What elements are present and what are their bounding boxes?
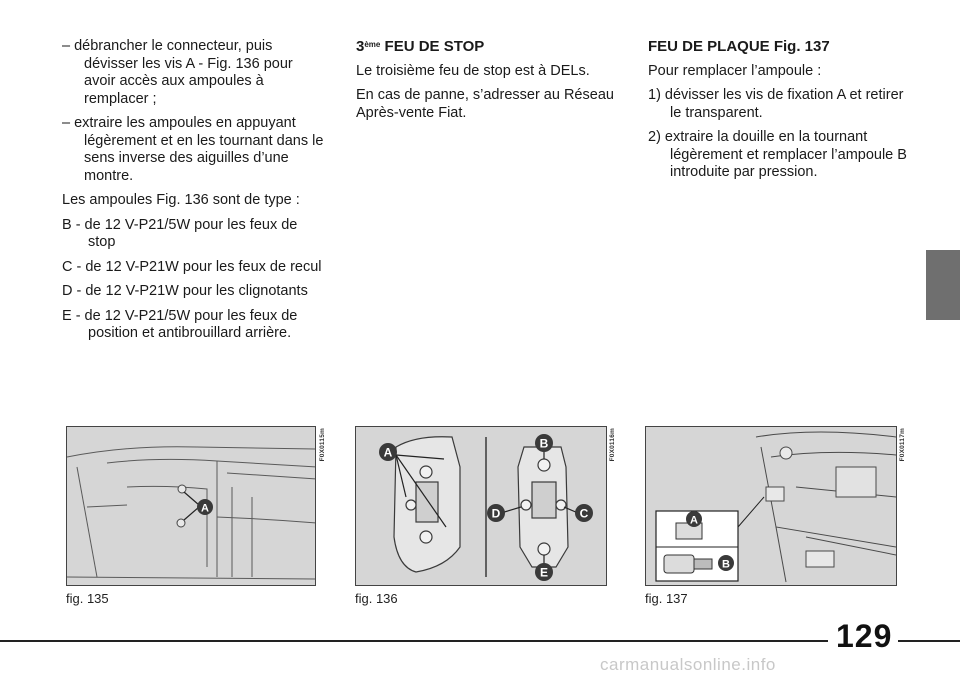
bulb-type-d: D - de 12 V-P21W pour les clignotants [62,283,308,299]
plate-light-step-2: 2) extraire la douille en la tournant légèrement et remplacer l’ampoule B introduite par pression. [648,129,907,180]
instruction-extract: – extraire les ampoules en appuyant légèrement et en les tournant dans le sens inverse des aiguilles d’une montre. [62,115,324,184]
bulb-type-c: C - de 12 V-P21W pour les feux de recul [62,258,322,275]
figure-137 [645,426,897,586]
plate-light-heading: FEU DE PLAQUE Fig. 137 [648,38,830,55]
column-3 [648,38,910,189]
tail-light-illustration [356,427,607,586]
figure-136 [355,426,607,586]
trunk-panel-illustration [67,427,316,586]
label-a: A [690,514,698,527]
bulb-type-e: E - de 12 V-P21/5W pour les feux de position et antibrouillard arrière. [62,307,298,341]
figure-136-caption: fig. 136 [355,591,398,606]
column-1 [62,38,324,350]
figure-136-code: F0X0116m [609,428,616,462]
third-stop-light-service: En cas de panne, s’adresser au Réseau Après-vente Fiat. [356,87,614,121]
label-e: E [539,565,549,580]
instruction-disconnect: – débrancher le connecteur, puis dévisser les vis A - Fig. 136 pour avoir accès aux ampoules à remplacer ; [62,38,293,107]
figure-137-code: F0X0117m [899,428,906,462]
figure-135-code: F0X0115m [319,428,326,462]
label-a: A [383,445,393,460]
figure-135 [66,426,316,586]
label-b: B [722,558,730,571]
plate-light-intro: Pour remplacer l’ampoule : [648,62,822,79]
third-stop-light-led: Le troisième feu de stop est à DELs. [356,62,590,79]
figure-137-caption: fig. 137 [645,591,688,606]
third-stop-light-heading: 3ème FEU DE STOP [356,38,485,55]
label-a: A [201,502,209,515]
section-tab [926,250,960,320]
plate-light-illustration [646,427,897,586]
column-2 [356,38,618,129]
plate-light-step-1: 1) dévisser les vis de fixation A et retirer le transparent. [648,87,904,121]
bulb-types-intro: Les ampoules Fig. 136 sont de type : [62,192,300,208]
footer-rule-left [0,640,828,642]
page-number: 129 [836,618,893,654]
watermark: carmanualsonline.info [600,655,776,674]
label-c: C [579,506,589,521]
label-b: B [539,436,549,451]
footer-rule-right [898,640,960,642]
bulb-type-b: B - de 12 V-P21/5W pour les feux de stop [62,216,298,250]
figure-135-caption: fig. 135 [66,591,109,606]
label-d: D [491,506,501,521]
